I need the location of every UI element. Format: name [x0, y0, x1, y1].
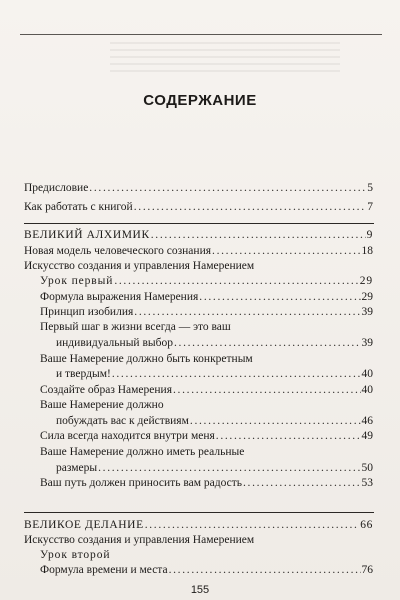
toc-entry-title: Создайте образ Намерения [40, 384, 172, 396]
toc-entry-title: Принцип изобилия [40, 306, 134, 318]
toc-lesson-title: Урок второй [40, 549, 111, 561]
toc-page-number: 18 [361, 245, 373, 257]
toc-page-number: 5 [367, 182, 373, 194]
leader-dots [134, 305, 360, 319]
toc-page-number: 53 [361, 477, 373, 489]
toc-page-number: 9 [366, 229, 373, 241]
toc-lesson-heading [40, 274, 373, 288]
toc-page-number: 50 [361, 462, 373, 474]
toc-entry [40, 383, 373, 397]
toc-page-number: 66 [360, 519, 373, 531]
toc-entry [24, 200, 373, 214]
leader-dots [199, 290, 360, 304]
toc-entry-title: Новая модель человеческого сознания [24, 245, 212, 257]
leader-dots [216, 429, 361, 443]
section-divider [24, 512, 374, 513]
toc-entry-title: Ваше Намерение должно иметь реальные [40, 446, 245, 458]
toc-page-number: 39 [361, 337, 373, 349]
toc-entry-title: Сила всегда находится внутри меня [40, 430, 215, 442]
toc-entry-title: Искусство создания и управления Намерением [24, 260, 255, 272]
toc-page-number: 29 [359, 275, 373, 287]
leader-dots [169, 563, 361, 577]
section-divider [24, 223, 374, 224]
toc-entry-title: и твердым! [56, 368, 111, 380]
toc-entry-title: побуждать вас к действиям [56, 415, 189, 427]
leader-dots [114, 274, 358, 288]
page-number: 155 [190, 584, 210, 596]
leader-dots [243, 476, 361, 490]
leader-dots [112, 367, 361, 381]
toc-entry-title: Формула времени и места [40, 564, 168, 576]
toc-entry [40, 476, 373, 490]
toc-page-number: 49 [361, 430, 373, 442]
toc-entry [24, 244, 373, 258]
leader-dots [134, 200, 367, 214]
toc-entry-title: Формула выражения Намерения [40, 291, 199, 303]
toc-page-number: 29 [361, 291, 373, 303]
toc-page-number: 40 [361, 384, 373, 396]
toc-entry [56, 336, 373, 350]
toc-part-title: ВЕЛИКОЕ ДЕЛАНИЕ [24, 519, 144, 531]
toc-entry-title: Ваш путь должен приносить вам радость [40, 477, 242, 489]
leader-dots [190, 414, 361, 428]
leader-dots [212, 244, 360, 258]
page-title: СОДЕРЖАНИЕ [143, 92, 257, 109]
toc-entry-title: Ваше Намерение должно быть конкретным [40, 353, 253, 365]
toc-entry [56, 414, 373, 428]
toc-entry [40, 429, 373, 443]
toc-lesson-title: Урок первый [40, 275, 114, 287]
toc-entry-title: индивидуальный выбор [56, 337, 173, 349]
toc-page-number: 76 [361, 564, 373, 576]
toc-entry [40, 563, 373, 577]
toc-part-heading [24, 518, 373, 532]
toc-entry [56, 367, 373, 381]
toc-entry-title: Как работать с книгой [24, 201, 133, 213]
toc-page-number: 7 [367, 201, 373, 213]
toc-entry-title: размеры [56, 462, 98, 474]
toc-page-number: 39 [361, 306, 373, 318]
toc-part-title: ВЕЛИКИЙ АЛХИМИК [24, 229, 150, 241]
toc-page-number: 46 [361, 415, 373, 427]
toc-entry-title: Искусство создания и управления Намерением [24, 534, 255, 546]
toc-entry [56, 461, 373, 475]
toc-entry [40, 290, 373, 304]
toc-entry-title: Первый шаг в жизни всегда — это ваш [40, 321, 231, 333]
leader-dots [151, 228, 366, 242]
leader-dots [145, 518, 360, 532]
leader-dots [173, 383, 361, 397]
leader-dots [89, 181, 366, 195]
leader-dots [98, 461, 360, 475]
toc-entry-title: Ваше Намерение должно [40, 399, 164, 411]
toc-page-number: 40 [361, 368, 373, 380]
leader-dots [174, 336, 361, 350]
toc-entry-title: Предисловие [24, 182, 89, 194]
toc-entry [24, 181, 373, 195]
toc-part-heading [24, 228, 373, 242]
toc-entry [40, 305, 373, 319]
